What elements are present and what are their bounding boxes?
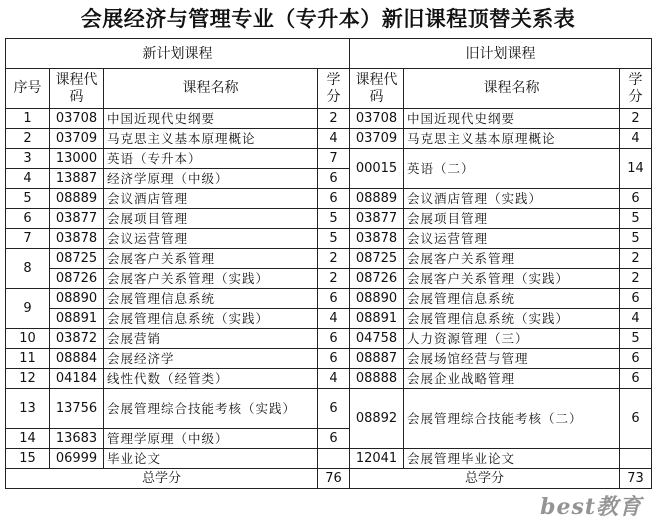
old-course-code: 08890 xyxy=(350,289,404,309)
old-course-code: 08889 xyxy=(350,189,404,209)
old-course-credit: 6 xyxy=(620,349,652,369)
old-course-credit: 14 xyxy=(620,149,652,189)
new-course-credit: 7 xyxy=(318,149,350,169)
row-seq: 13 xyxy=(6,389,50,429)
old-course-credit xyxy=(620,449,652,469)
old-course-credit: 2 xyxy=(620,249,652,269)
row-seq: 9 xyxy=(6,289,50,329)
old-name-header: 课程名称 xyxy=(404,69,620,109)
new-course-name: 马克思主义基本原理概论 xyxy=(104,129,318,149)
table-row xyxy=(6,369,652,389)
new-course-name: 会议酒店管理 xyxy=(104,189,318,209)
watermark-logo: best教育 xyxy=(540,494,642,520)
old-course-credit: 6 xyxy=(620,369,652,389)
row-seq: 1 xyxy=(6,109,50,129)
new-course-name: 会展经济学 xyxy=(104,349,318,369)
table-row xyxy=(6,249,652,269)
new-course-name: 会展项目管理 xyxy=(104,209,318,229)
new-plan-header: 新计划课程 xyxy=(6,39,350,69)
new-course-credit: 6 xyxy=(318,389,350,429)
row-seq: 3 xyxy=(6,149,50,169)
old-course-credit: 4 xyxy=(620,309,652,329)
old-course-name: 人力资源管理（三） xyxy=(404,329,620,349)
row-seq: 2 xyxy=(6,129,50,149)
old-course-credit: 4 xyxy=(620,129,652,149)
new-credit-header: 学分 xyxy=(318,69,350,109)
new-course-name: 毕业论文 xyxy=(104,449,318,469)
table-row xyxy=(6,129,652,149)
totals-row xyxy=(6,469,652,489)
table-row xyxy=(6,209,652,229)
new-course-code: 03709 xyxy=(50,129,104,149)
old-course-code: 03877 xyxy=(350,209,404,229)
new-course-code: 08725 xyxy=(50,249,104,269)
old-course-credit: 2 xyxy=(620,269,652,289)
old-course-name: 会展管理综合技能考核（二） xyxy=(404,389,620,449)
row-seq: 14 xyxy=(6,429,50,449)
new-course-code: 13887 xyxy=(50,169,104,189)
old-course-code: 12041 xyxy=(350,449,404,469)
new-course-credit: 5 xyxy=(318,229,350,249)
new-course-code: 03877 xyxy=(50,209,104,229)
new-course-code: 08884 xyxy=(50,349,104,369)
new-course-credit: 5 xyxy=(318,209,350,229)
old-course-code: 08725 xyxy=(350,249,404,269)
old-plan-header: 旧计划课程 xyxy=(350,39,652,69)
new-course-name: 会展营销 xyxy=(104,329,318,349)
row-seq: 12 xyxy=(6,369,50,389)
old-course-code: 08887 xyxy=(350,349,404,369)
old-course-code: 08891 xyxy=(350,309,404,329)
seq-header: 序号 xyxy=(6,69,50,109)
table-row xyxy=(6,269,652,289)
old-course-name: 中国近现代史纲要 xyxy=(404,109,620,129)
new-course-name: 会展管理信息系统（实践） xyxy=(104,309,318,329)
course-replacement-table xyxy=(5,38,652,489)
old-course-name: 会展管理毕业论文 xyxy=(404,449,620,469)
old-credit-header: 学分 xyxy=(620,69,652,109)
row-seq: 6 xyxy=(6,209,50,229)
table-row xyxy=(6,309,652,329)
old-course-name: 英语（二） xyxy=(404,149,620,189)
old-course-credit: 5 xyxy=(620,329,652,349)
new-course-code: 03872 xyxy=(50,329,104,349)
old-course-code: 08726 xyxy=(350,269,404,289)
new-course-code: 04184 xyxy=(50,369,104,389)
old-course-name: 会议酒店管理（实践） xyxy=(404,189,620,209)
new-course-name: 线性代数（经管类） xyxy=(104,369,318,389)
table-row xyxy=(6,149,652,169)
old-course-name: 会展管理信息系统 xyxy=(404,289,620,309)
new-course-name: 管理学原理（中级） xyxy=(104,429,318,449)
new-course-code: 08726 xyxy=(50,269,104,289)
new-course-code: 08890 xyxy=(50,289,104,309)
row-seq: 11 xyxy=(6,349,50,369)
row-seq: 5 xyxy=(6,189,50,209)
old-course-credit: 5 xyxy=(620,229,652,249)
old-total-value: 73 xyxy=(620,469,652,489)
old-course-credit: 6 xyxy=(620,389,652,449)
row-seq: 15 xyxy=(6,449,50,469)
old-course-name: 会展项目管理 xyxy=(404,209,620,229)
old-course-name: 会展客户关系管理（实践） xyxy=(404,269,620,289)
old-course-code: 03708 xyxy=(350,109,404,129)
old-course-code: 08892 xyxy=(350,389,404,449)
old-course-name: 会展管理信息系统（实践） xyxy=(404,309,620,329)
row-seq: 8 xyxy=(6,249,50,289)
new-course-name: 会展客户关系管理 xyxy=(104,249,318,269)
new-course-credit: 6 xyxy=(318,329,350,349)
table-row xyxy=(6,229,652,249)
page-title: 会展经济与管理专业（专升本）新旧课程顶替关系表 xyxy=(80,6,576,31)
new-course-credit xyxy=(318,449,350,469)
new-course-credit: 6 xyxy=(318,169,350,189)
old-course-code: 08888 xyxy=(350,369,404,389)
new-course-code: 06999 xyxy=(50,449,104,469)
table-row xyxy=(6,109,652,129)
new-course-code: 13000 xyxy=(50,149,104,169)
new-course-credit: 6 xyxy=(318,429,350,449)
new-course-name: 会展管理综合技能考核（实践） xyxy=(104,389,318,429)
old-course-code: 03709 xyxy=(350,129,404,149)
new-course-code: 03878 xyxy=(50,229,104,249)
old-course-code: 03878 xyxy=(350,229,404,249)
row-seq: 4 xyxy=(6,169,50,189)
new-course-code: 03708 xyxy=(50,109,104,129)
row-seq: 7 xyxy=(6,229,50,249)
table-row xyxy=(6,329,652,349)
new-code-header: 课程代码 xyxy=(50,69,104,109)
old-course-credit: 2 xyxy=(620,109,652,129)
old-course-name: 会展企业战略管理 xyxy=(404,369,620,389)
old-course-name: 会议运营管理 xyxy=(404,229,620,249)
old-code-header: 课程代码 xyxy=(350,69,404,109)
table-row xyxy=(6,449,652,469)
old-course-code: 04758 xyxy=(350,329,404,349)
new-course-code: 13756 xyxy=(50,389,104,429)
new-course-code: 08891 xyxy=(50,309,104,329)
new-course-name: 会展客户关系管理（实践） xyxy=(104,269,318,289)
new-course-code: 08889 xyxy=(50,189,104,209)
old-course-code: 00015 xyxy=(350,149,404,189)
new-course-credit: 6 xyxy=(318,349,350,369)
old-course-name: 会展客户关系管理 xyxy=(404,249,620,269)
new-course-name: 中国近现代史纲要 xyxy=(104,109,318,129)
old-total-label: 总学分 xyxy=(350,469,620,489)
new-total-value: 76 xyxy=(318,469,350,489)
new-course-code: 13683 xyxy=(50,429,104,449)
new-total-label: 总学分 xyxy=(6,469,318,489)
new-course-name: 会议运营管理 xyxy=(104,229,318,249)
old-course-credit: 6 xyxy=(620,189,652,209)
row-seq: 10 xyxy=(6,329,50,349)
new-course-name: 经济学原理（中级） xyxy=(104,169,318,189)
new-course-credit: 4 xyxy=(318,369,350,389)
new-course-credit: 2 xyxy=(318,269,350,289)
old-course-credit: 5 xyxy=(620,209,652,229)
table-row xyxy=(6,349,652,369)
new-course-name: 英语（专升本） xyxy=(104,149,318,169)
new-course-name: 会展管理信息系统 xyxy=(104,289,318,309)
new-course-credit: 6 xyxy=(318,189,350,209)
old-course-name: 会展场馆经营与管理 xyxy=(404,349,620,369)
old-course-name: 马克思主义基本原理概论 xyxy=(404,129,620,149)
table-row xyxy=(6,289,652,309)
new-course-credit: 4 xyxy=(318,309,350,329)
new-course-credit: 6 xyxy=(318,289,350,309)
new-course-credit: 2 xyxy=(318,109,350,129)
new-name-header: 课程名称 xyxy=(104,69,318,109)
table-row xyxy=(6,389,652,429)
new-course-credit: 2 xyxy=(318,249,350,269)
new-course-credit: 4 xyxy=(318,129,350,149)
old-course-credit: 6 xyxy=(620,289,652,309)
table-row xyxy=(6,189,652,209)
